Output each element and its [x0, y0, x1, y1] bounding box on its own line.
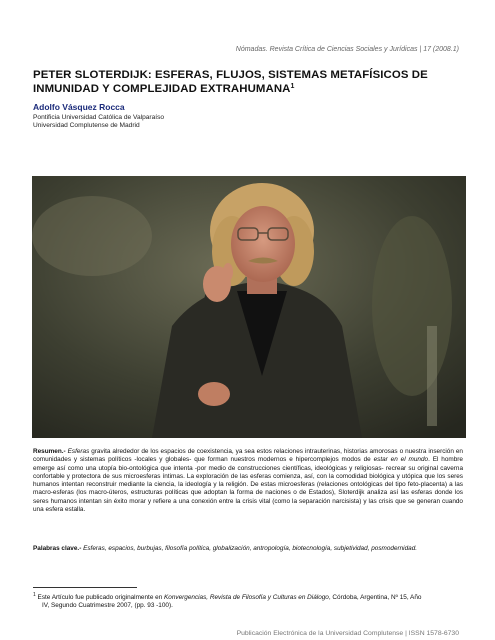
- footnote-line-1: [33, 594, 463, 602]
- title-footnote-link[interactable]: 1: [290, 83, 295, 90]
- affiliation-1: Pontificia Universidad Católica de Valparaíso: [33, 114, 165, 121]
- author-photo: [32, 176, 466, 438]
- author-name: Adolfo Vásquez Rocca: [33, 102, 125, 112]
- footnote-divider: [33, 587, 137, 588]
- abstract-text-1: gravita alrededor de los espacios de coexistencia, ya sea estos relaciones intrauterinas, historias amorosas o nuestra inserción en comunidades y sistemas políticos -locales y globales- que forman nuestros modernos e hipercomplejos modos de: [33, 448, 463, 464]
- keywords-list: Esferas, espacios, burbujas, filosofía política, globalización, antropología, biotecnología, subjetividad, posmodernidad.: [81, 545, 418, 552]
- journal-issue: 17 (2008.1): [423, 46, 459, 53]
- footnote-line-2: IV, Segundo Cuatrimestre 2007, (pp. 93 -100).: [42, 602, 173, 610]
- abstract-italic-phrase: estar en el mundo: [373, 456, 429, 464]
- footnote-text-1: Este Artículo fue publicado originalmente en: [35, 594, 165, 601]
- footnote-text-2: , Córdoba, Argentina, Nº 15, Año: [328, 594, 422, 601]
- photo-illustration: [32, 176, 466, 438]
- keywords-label: Palabras clave.-: [33, 545, 82, 552]
- keywords: [33, 545, 463, 553]
- article-title: [33, 68, 463, 96]
- footnote: [33, 594, 463, 611]
- abstract-lead-italic: Esferas: [67, 448, 90, 455]
- abstract: [33, 448, 463, 514]
- abstract-text-2: . El hombre emerge así como una utopía bio-ontológica que intenta -por medio de construcciones científicas, ideológicas y religiosas- recrear su original caverna confortable y protectora de sus microesferas íntimas. La exploración de las esferas comienza, así, con la comodidad biológica y utópica que los seres humanos intentan reconstruir mediante la ciencia, la ideología y la religión. De estas microesferas (relaciones ontológicas del tipo feto-placenta) a las macro-esferas (los macro-úteros, estructuras políticas que adoptan la forma de naciones o de Estados), Sloterdijk analiza así las esferas donde los seres humanos intentan sin éxito morar y refiere a una conexión entre la crisis vital (como la separación narcisista) y las crisis que se generan cuando una esfera estalla.: [33, 456, 463, 514]
- page-footer: Publicación Electrónica de la Universidad Complutense | ISSN 1578-6730: [236, 630, 459, 637]
- affiliation-2: Universidad Complutense de Madrid: [33, 122, 140, 129]
- footnote-source: Konvergencias, Revista de Filosofía y Culturas en Diálogo: [164, 594, 329, 601]
- running-header: Nómadas. Revista Crítica de Ciencias Sociales y Jurídicas | 17 (2008.1): [235, 46, 459, 53]
- article-title-text: PETER SLOTERDIJK: ESFERAS, FLUJOS, SISTEMAS METAFÍSICOS DE INMUNIDAD Y COMPLEJIDAD EXTRAHUMANA: [33, 69, 428, 95]
- footnote-mark: 1: [33, 592, 36, 598]
- journal-name: Nómadas. Revista Crítica de Ciencias Sociales y Jurídicas: [235, 46, 418, 53]
- abstract-label: Resumen.-: [33, 448, 66, 455]
